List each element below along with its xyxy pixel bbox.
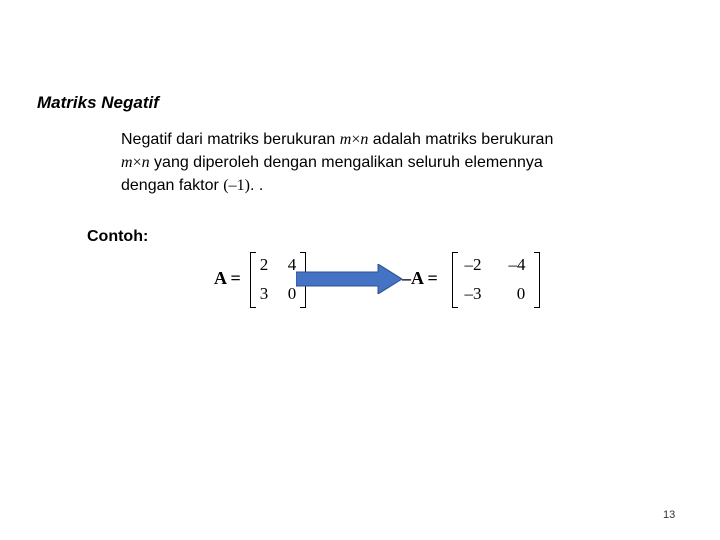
factor-value: (–1) [223,177,250,194]
definition-text: dengan faktor [121,177,224,194]
page-number: 13 [663,509,676,521]
definition-line-3 [121,174,641,197]
matrix-cell: –2 [464,255,482,274]
symbol-m: m [339,131,352,148]
matrix-cell: –4 [508,255,526,274]
matrix-neg-a [452,252,540,306]
definition-text: adalah matriks berukuran [368,131,554,148]
matrix-a-label: A = [214,268,241,288]
definition-text: . . [249,177,264,194]
times-symbol: × [132,154,142,171]
symbol-n: n [141,154,150,171]
matrix-cell: 3 [259,284,269,303]
matrix-cell: 4 [287,255,297,274]
definition-line-2 [121,151,641,174]
matrix-cell: 0 [516,284,526,303]
symbol-n: n [360,131,369,148]
slide-title: Matriks Negatif [37,93,159,112]
right-arrow-icon [296,264,402,294]
matrix-cell: 0 [287,284,297,303]
definition-line-1 [121,128,641,151]
definition-text: yang diperoleh dengan mengalikan seluruh elemennya [149,154,543,171]
matrix-cell: –3 [464,284,482,303]
example-label: Contoh: [87,228,149,245]
times-symbol: × [351,131,361,148]
matrix-cell: 2 [259,255,269,274]
definition-text: Negatif dari matriks berukuran [121,131,340,148]
definition-paragraph [121,128,641,197]
symbol-m: m [121,154,133,171]
matrix-neg-a-label: –A = [402,268,438,288]
